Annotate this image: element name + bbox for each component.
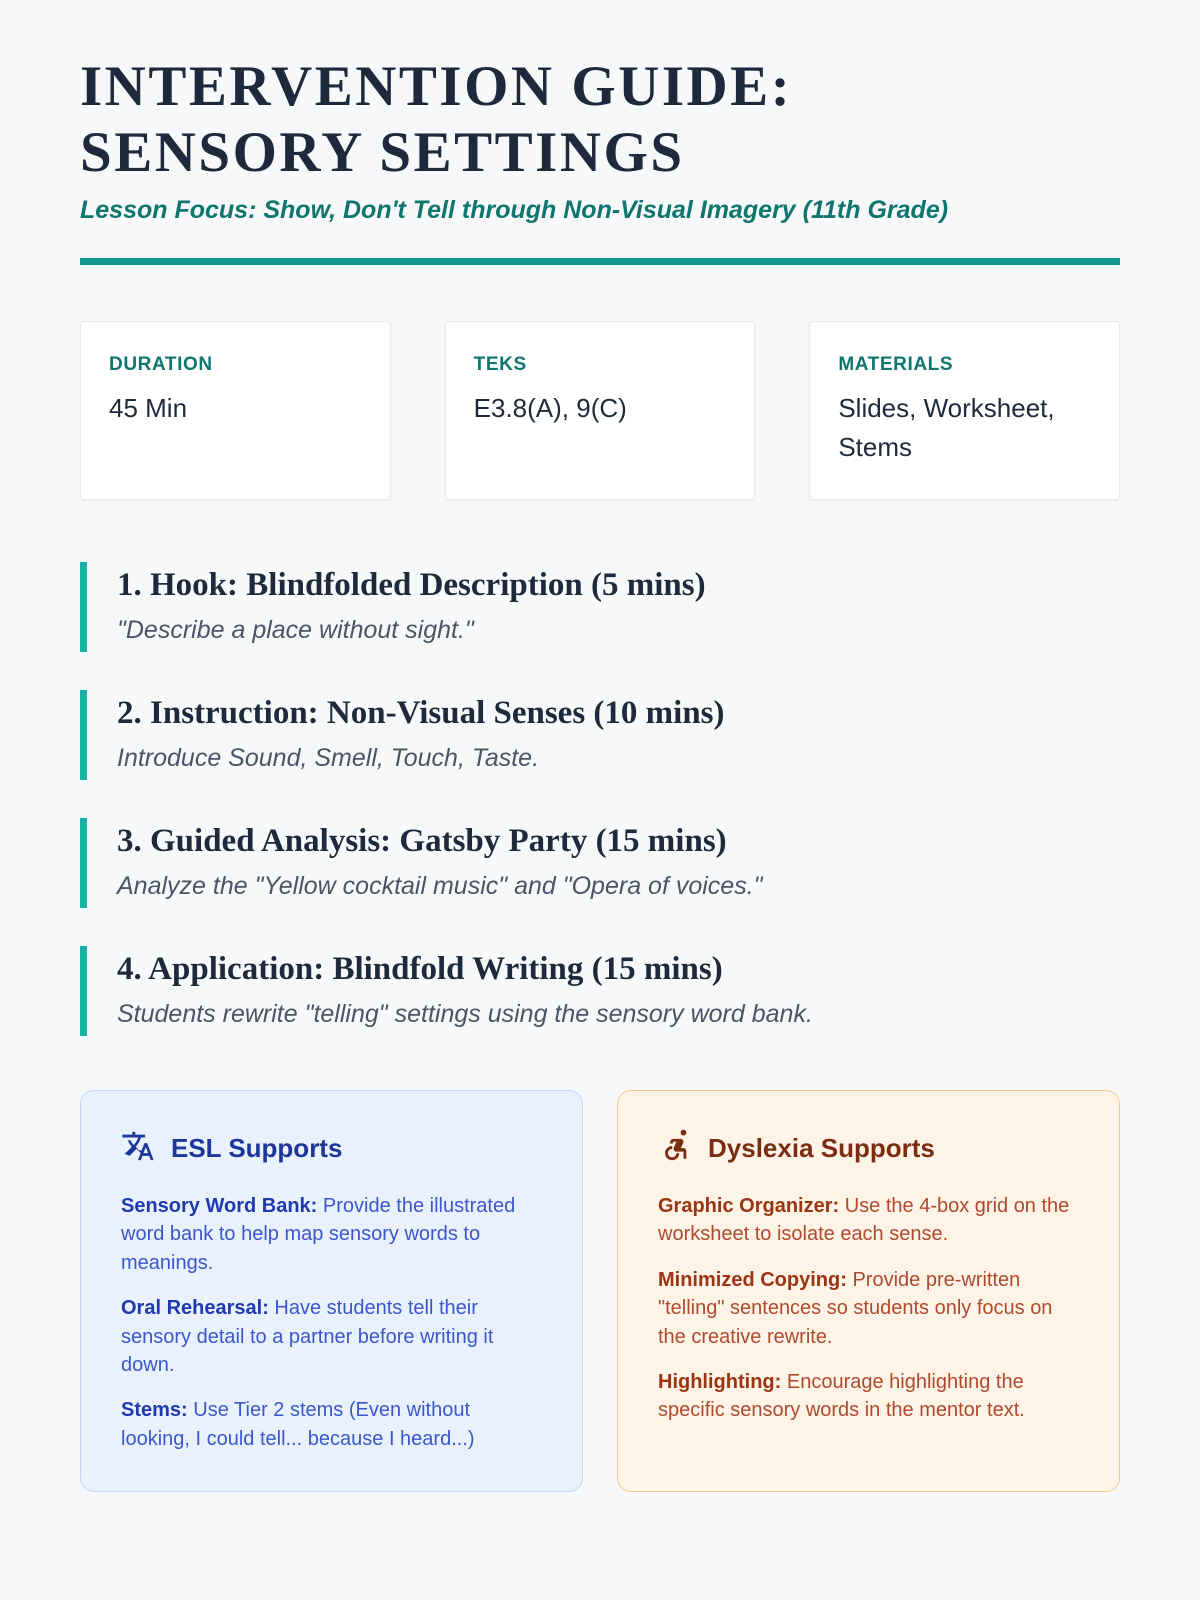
agenda-detail: "Describe a place without sight."	[117, 616, 474, 645]
agenda-heading: 4. Application: Blindfold Writing (15 mins)	[117, 951, 723, 988]
materials-card	[809, 321, 1120, 500]
duration-label: DURATION	[109, 354, 213, 376]
materials-label: MATERIALS	[838, 354, 954, 376]
materials-value: Slides, Worksheet, Stems	[838, 393, 1055, 463]
support-item-label: Highlighting:	[658, 1370, 782, 1393]
duration-value: 45 Min	[109, 393, 188, 424]
lesson-focus-subtitle: Lesson Focus: Show, Don't Tell through Non-Visual Imagery (11th Grade)	[80, 196, 949, 225]
support-item	[658, 1192, 1079, 1249]
agenda-section-application	[80, 946, 1120, 1036]
agenda-section-guided-analysis	[80, 818, 1120, 908]
dyslexia-supports-header	[658, 1129, 1079, 1168]
agenda-list	[80, 562, 1120, 1036]
agenda-heading: 1. Hook: Blindfolded Description (5 mins)	[117, 567, 706, 604]
support-item	[658, 1368, 1079, 1425]
esl-supports-title: ESL Supports	[171, 1132, 343, 1163]
page-title-line1: INTERVENTION GUIDE:	[80, 55, 793, 118]
dyslexia-supports-card	[617, 1090, 1120, 1492]
agenda-detail: Students rewrite "telling" settings using the sensory word bank.	[117, 999, 813, 1028]
teks-value: E3.8(A), 9(C)	[473, 393, 627, 424]
teks-card	[445, 321, 756, 500]
esl-supports-card	[80, 1090, 583, 1492]
agenda-detail: Introduce Sound, Smell, Touch, Taste.	[117, 744, 540, 773]
support-item	[121, 1192, 542, 1277]
agenda-section-hook	[80, 562, 1120, 652]
agenda-heading: 2. Instruction: Non-Visual Senses (10 mins)	[117, 695, 725, 732]
support-item-label: Sensory Word Bank:	[121, 1194, 318, 1217]
agenda-section-instruction	[80, 690, 1120, 780]
translate-icon	[121, 1129, 155, 1168]
teks-label: TEKS	[473, 354, 527, 376]
duration-card	[80, 321, 391, 500]
support-item	[121, 1396, 542, 1453]
support-item-text: Provide the illustrated word bank to help map sensory words to meanings.	[121, 1194, 516, 1274]
agenda-detail: Analyze the "Yellow cocktail music" and "Opera of voices."	[117, 872, 763, 901]
agenda-heading: 3. Guided Analysis: Gatsby Party (15 mins)	[117, 823, 727, 860]
support-item-text: Provide pre-written "telling" sentences so students only focus on the creative rewrite.	[658, 1268, 1053, 1348]
support-item	[658, 1266, 1079, 1351]
supports-row	[80, 1090, 1120, 1492]
support-item-text: Use the 4-box grid on the worksheet to isolate each sense.	[658, 1194, 1070, 1246]
support-item-text: Use Tier 2 stems (Even without looking, I could tell... because I heard...)	[121, 1399, 475, 1450]
support-item	[121, 1294, 542, 1379]
info-card-row	[80, 321, 1120, 500]
title-divider	[80, 258, 1120, 265]
page-title-line2: SENSORY SETTINGS	[80, 121, 685, 185]
support-item-label: Oral Rehearsal:	[121, 1297, 269, 1320]
support-item-text: Have students tell their sensory detail to a partner before writing it down.	[121, 1297, 494, 1376]
support-item-label: Stems:	[121, 1399, 188, 1422]
support-item-label: Minimized Copying:	[658, 1268, 847, 1291]
page-title	[80, 54, 1120, 186]
dyslexia-supports-title: Dyslexia Supports	[708, 1132, 935, 1163]
support-item-text: Encourage highlighting the specific sensory words in the mentor text.	[658, 1370, 1025, 1422]
support-item-label: Graphic Organizer:	[658, 1194, 840, 1217]
accessible-forward-icon	[658, 1129, 692, 1168]
esl-supports-header	[121, 1129, 542, 1168]
